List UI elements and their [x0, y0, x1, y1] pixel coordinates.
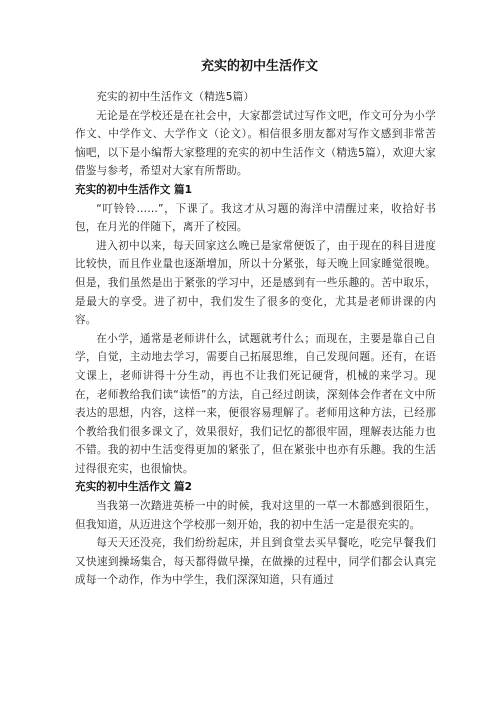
paragraph: 进入初中以来，每天回家这么晚已是家常便饭了，由于现在的科目进度比较快，而且作业量也逐渐增加，所以十分紧张，每天晚上回家睡觉很晚。但是，我们虽然是出于紧张的学习中，还是感到有一些乐趣的。苦中取乐，是最大的享受。进了初中，我们发生了很多的变化，尤其是老师讲课的内容。 — [75, 239, 436, 327]
paragraph: 当我第一次踏进英桥一中的时候，我对这里的一草一木都感到很陌生，但我知道，从迈进这个学校那一刻开始，我的初中生活一定是很充实的。 — [75, 500, 436, 531]
paragraph: 无论是在学校还是在社会中，大家都尝试过写作文吧，作文可分为小学作文、中学作文、大学作文（论文）。相信很多朋友都对写作文感到非常苦恼吧，以下是小编帮大家整理的充实的初中生活作文（精选5篇），欢迎大家借鉴与参考，希望对大家有所帮助。 — [75, 109, 436, 178]
paragraph: 每天天还没亮，我们纷纷起床，并且到食堂去买早餐吃，吃完早餐我们又快速到操场集合，每天都得做早操，在做操的过程中，同学们都会认真完成每一个动作，作为中学生，我们深深知道，只有通过 — [75, 537, 436, 587]
paragraph: 在小学，通常是老师讲什么，试题就考什么；而现在，主要是靠自己自学，自觉，主动地去学习，需要自己拓展思维，自己发现问题。还有，在语文课上，老师讲得十分生动，再也不让我们死记硬背，机械的来学习。现在，老师教给我们读“读悟”的方法，自己经过朗读，深刻体会作者在文中所表达的思想，内容，这样一来，便很容易理解了。老师用这种方法，已经那个教给我们很多课文了，效果很好，我们记忆的都很牢固，理解表达能力也不错。我的初中生活变得更加的紧张了，但在紧张中也亦有乐趣。我的生活过得很充实，也很愉快。 — [75, 332, 436, 475]
document-title: 充实的初中生活作文 — [200, 59, 318, 74]
document-body — [75, 88, 436, 590]
section-heading: 充实的初中生活作文 篇1 — [75, 183, 192, 196]
section-heading: 充实的初中生活作文 篇2 — [75, 481, 192, 494]
paragraph: 充实的初中生活作文（精选5篇） — [96, 91, 255, 103]
paragraph: “叮铃铃……”，下课了。我这才从习题的海洋中清醒过来，收拾好书包，在月光的伴随下，离开了校园。 — [75, 202, 436, 234]
